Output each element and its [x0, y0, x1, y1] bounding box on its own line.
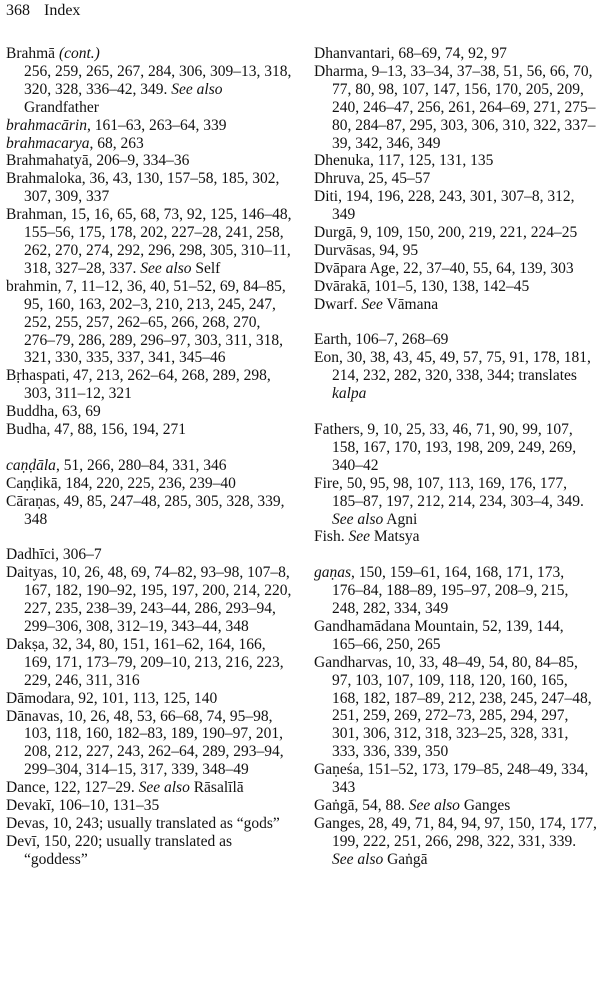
- index-entry-dance: Dance, 122, 127–29. See also Rāsalīlā: [6, 779, 244, 797]
- index-column-right: [314, 45, 598, 869]
- letter-gap: [6, 528, 294, 546]
- index-entry-brahmaloka: Brahmaloka, 36, 43, 130, 157–58, 185, 302, 307, 309, 337: [6, 170, 280, 206]
- index-entry-ganas: gaṇas, 150, 159–61, 164, 168, 171, 173, 176–84, 188–89, 195–97, 208–9, 215, 248, 282, 334, 349: [314, 564, 569, 618]
- index-entry-caranas: Cāraṇas, 49, 85, 247–48, 285, 305, 328, 339, 348: [6, 492, 285, 528]
- index-entry-diti: Diti, 194, 196, 228, 243, 301, 307–8, 312, 349: [314, 188, 575, 224]
- letter-gap: [6, 439, 294, 457]
- index-entry-fire: Fire, 50, 95, 98, 107, 113, 169, 176, 177, 185–87, 197, 212, 214, 234, 303–4, 349. See also Agni: [314, 474, 584, 528]
- letter-gap: [314, 546, 598, 564]
- index-entry-brahmin: brahmin, 7, 11–12, 36, 40, 51–52, 69, 84–85, 95, 160, 163, 202–3, 210, 213, 245, 247, 252, 255, 257, 262–65, 266, 268, 270, 276–79, 286, 289, 296–97, 303, 311, 318, 321, 330, 335, 337, 341, 345–46: [6, 277, 286, 367]
- index-entry-ganesa: Gaṇeśa, 151–52, 173, 179–85, 248–49, 334, 343: [314, 761, 589, 797]
- index-entry-dhanvantari: Dhanvantari, 68–69, 74, 92, 97: [314, 45, 507, 62]
- page-title: Index: [44, 2, 81, 19]
- index-entry-dadhici: Dadhīci, 306–7: [6, 546, 102, 564]
- index-entry-candala: caṇḍāla, 51, 266, 280–84, 331, 346: [6, 456, 227, 474]
- index-entry-dhruva: Dhruva, 25, 45–57: [314, 170, 431, 188]
- index-entry-dharma: Dharma, 9–13, 33–34, 37–38, 51, 56, 66, 70, 77, 80, 98, 107, 147, 156, 170, 205, 209, 240, 246–47, 256, 261, 264–69, 271, 275–80, 284–87, 295, 303, 306, 310, 322, 337–39, 342, 346, 349: [314, 62, 596, 152]
- index-entry-budha: Budha, 47, 88, 156, 194, 271: [6, 421, 186, 439]
- index-entry-brhaspati: Bṛhaspati, 47, 213, 262–64, 268, 289, 298, 303, 311–12, 321: [6, 367, 271, 403]
- index-entry-earth: Earth, 106–7, 268–69: [314, 331, 449, 349]
- index-entry-candika: Caṇḍikā, 184, 220, 225, 236, 239–40: [6, 474, 236, 492]
- index-entry-danavas: Dānavas, 10, 26, 48, 53, 66–68, 74, 95–98, 103, 118, 160, 182–83, 189, 190–97, 201, 208, 212, 227, 243, 262–64, 289, 293–94, 299–304, 314–15, 317, 339, 348–49: [6, 707, 284, 779]
- index-entry-durvasas: Durvāsas, 94, 95: [314, 241, 419, 259]
- index-entry-devas: Devas, 10, 243; usually translated as “gods”: [6, 814, 280, 832]
- index-column-left: [6, 45, 294, 869]
- index-entry-dhenuka: Dhenuka, 117, 125, 131, 135: [314, 152, 494, 170]
- index-entry-gandharvas: Gandharvas, 10, 33, 48–49, 54, 80, 84–85, 97, 103, 107, 109, 118, 120, 160, 165, 168, 182, 187–89, 212, 238, 245, 247–48, 251, 259, 269, 272–73, 285, 294, 297, 301, 306, 312, 318, 323–25, 328, 331, 333, 336, 339, 350: [314, 653, 592, 761]
- index-entry-ganges: Ganges, 28, 49, 71, 84, 94, 97, 150, 174, 177, 199, 222, 251, 266, 298, 322, 331, 339. See also Gaṅgā: [314, 814, 597, 868]
- index-entry-brahmacarin: brahmacārin, 161–63, 263–64, 339: [6, 116, 227, 134]
- index-entry-brahma-cont: Brahmā (cont.) 256, 259, 265, 267, 284, 306, 309–13, 318, 320, 328, 336–42, 349. See also Grandfather: [6, 45, 292, 116]
- page-header: [6, 0, 80, 24]
- page-number: 368: [6, 2, 30, 19]
- index-entry-devaki: Devakī, 106–10, 131–35: [6, 797, 160, 815]
- index-entry-buddha: Buddha, 63, 69: [6, 403, 101, 421]
- index-entry-devi: Devī, 150, 220; usually translated as “goddess”: [6, 832, 232, 868]
- index-entry-dvaraka: Dvārakā, 101–5, 130, 138, 142–45: [314, 277, 530, 295]
- index-entry-durga: Durgā, 9, 109, 150, 200, 219, 221, 224–25: [314, 224, 578, 242]
- index-entry-eon: Eon, 30, 38, 43, 45, 49, 57, 75, 91, 178, 181, 214, 232, 282, 320, 338, 344; translates kalpa: [314, 349, 591, 403]
- letter-gap: [314, 314, 598, 332]
- index-entry-damodara: Dāmodara, 92, 101, 113, 125, 140: [6, 689, 218, 707]
- index-entry-brahmacarya: brahmacarya, 68, 263: [6, 134, 144, 152]
- letter-gap: [314, 403, 598, 421]
- index-entry-brahman: Brahman, 15, 16, 65, 68, 73, 92, 125, 146–48, 155–56, 175, 178, 202, 227–28, 241, 258, 262, 270, 274, 292, 296, 298, 305, 310–11, 318, 327–28, 337. See also Self: [6, 206, 292, 277]
- index-entry-gandhamadana: Gandhamādana Mountain, 52, 139, 144, 165–66, 250, 265: [314, 617, 564, 653]
- index-entry-daityas: Daityas, 10, 26, 48, 69, 74–82, 93–98, 107–8, 167, 182, 190–92, 195, 197, 200, 214, 220, 227, 235, 238–39, 243–44, 286, 293–94, 299–306, 308, 312–19, 343–44, 348: [6, 564, 292, 635]
- index-entry-brahmahatya: Brahmahatyā, 206–9, 334–36: [6, 152, 190, 170]
- index-entry-fathers: Fathers, 9, 10, 25, 33, 46, 71, 90, 99, 107, 158, 167, 170, 193, 198, 209, 249, 269, 340–42: [314, 421, 577, 474]
- index-entry-daksa: Dakṣa, 32, 34, 80, 151, 161–62, 164, 166, 169, 171, 173–79, 209–10, 213, 216, 223, 229, 246, 311, 316: [6, 635, 284, 689]
- index-entry-fish: Fish. See Matsya: [314, 528, 420, 546]
- index-entry-dwarf: Dwarf. See Vāmana: [314, 295, 439, 313]
- index-entry-dvapara-age: Dvāpara Age, 22, 37–40, 55, 64, 139, 303: [314, 259, 574, 277]
- index-entry-ganga: Gaṅgā, 54, 88. See also Ganges: [314, 797, 511, 815]
